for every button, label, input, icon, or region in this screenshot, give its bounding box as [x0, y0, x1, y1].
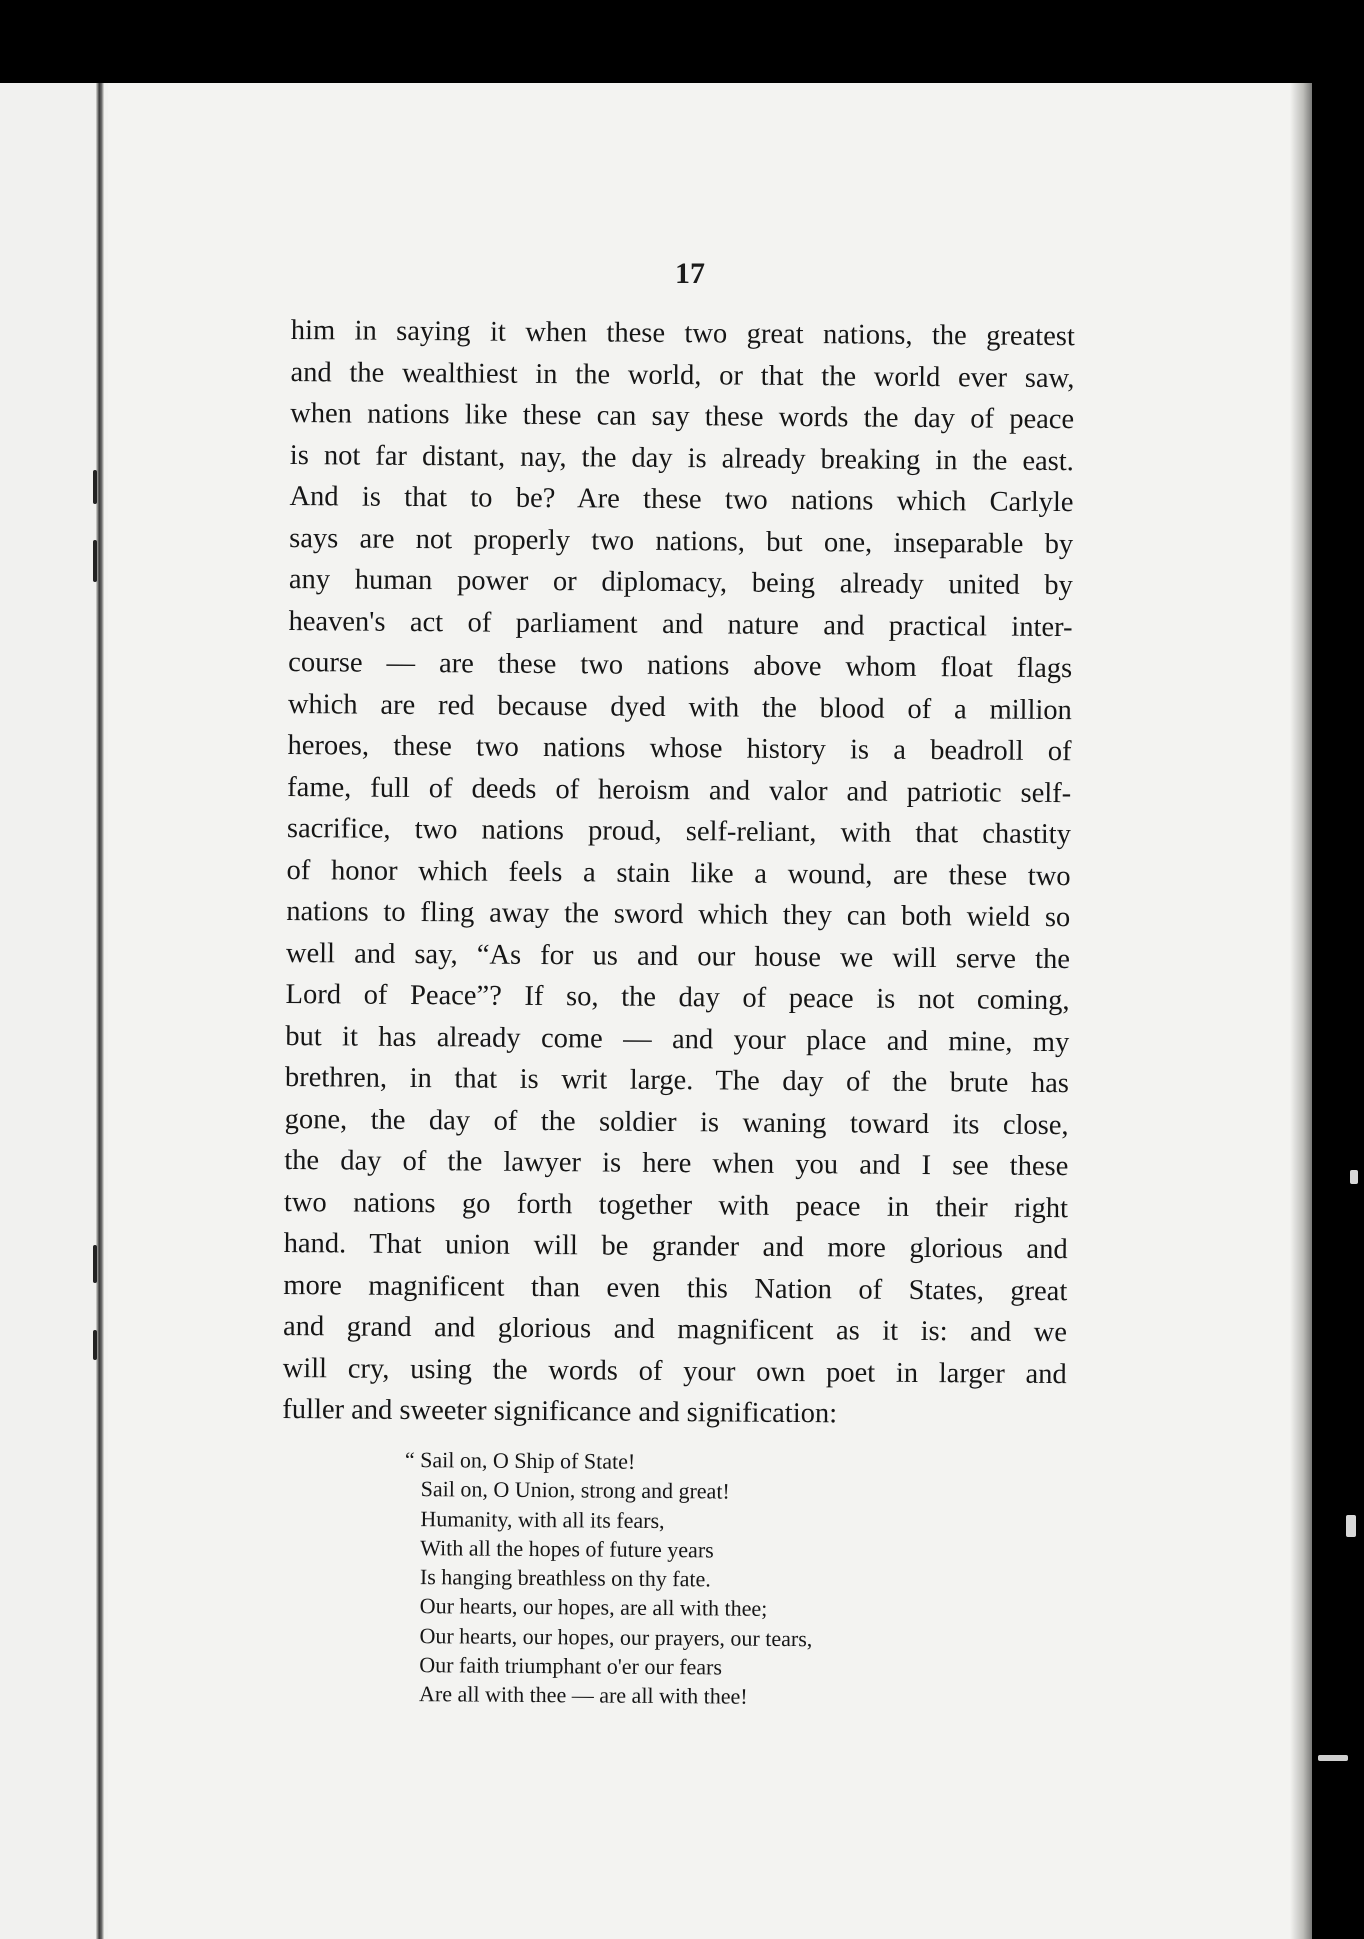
- text-line: fame, full of deeds of heroism and valor and patriotic self-: [287, 771, 1072, 809]
- poem-line: With all the hopes of future years: [420, 1535, 714, 1563]
- scan-mark: [93, 470, 97, 504]
- body-text: [282, 310, 1075, 1437]
- text-line: but it has already come — and your place and mine, my: [285, 1020, 1070, 1058]
- text-line: when nations like these can say these words the day of peace: [290, 397, 1075, 436]
- poem-quotation: [403, 1445, 965, 1713]
- poem-line: Our faith triumphant o'er our fears: [419, 1652, 723, 1680]
- text-line: of honor which feels a stain like a wound, are these two: [286, 854, 1071, 892]
- page-gutter: [96, 83, 104, 1939]
- poem-line: Are all with thee — are all with thee!: [418, 1681, 748, 1710]
- text-line: and the wealthiest in the world, or that the world ever saw,: [290, 356, 1075, 394]
- text-line: the day of the lawyer is here when you and I see these: [284, 1144, 1069, 1183]
- poem-line: Our hearts, our hopes, are all with thee;: [419, 1593, 768, 1622]
- text-line: fuller and sweeter significance and signification:: [282, 1393, 838, 1430]
- text-line: will cry, using the words of your own poet in larger and: [282, 1352, 1067, 1390]
- text-line: gone, the day of the soldier is waning toward its close,: [284, 1103, 1069, 1141]
- poem-line: Humanity, with all its fears,: [420, 1505, 665, 1533]
- scan-mark: [93, 1330, 97, 1360]
- text-line: him in saying it when these two great nations, the greatest: [290, 314, 1075, 353]
- text-line: is not far distant, nay, the day is already breaking in the east.: [289, 439, 1074, 477]
- previous-page-edge: [0, 83, 108, 1939]
- text-line: more magnificent than even this Nation of States, great: [283, 1269, 1068, 1307]
- text-line: which are red because dyed with the blood of a million: [287, 688, 1073, 726]
- poem-line: “ Sail on, O Ship of State!: [404, 1446, 636, 1474]
- text-line: hand. That union will be grander and more glorious and: [283, 1227, 1068, 1266]
- text-line: heaven's act of parliament and nature and practical inter-: [288, 605, 1073, 643]
- text-line: well and say, “As for us and our house we will serve the: [285, 937, 1071, 975]
- text-line: two nations go forth together with peace in their right: [283, 1186, 1069, 1224]
- page-number: 17: [675, 257, 705, 290]
- text-line: And is that to be? Are these two nations which Carlyle: [289, 480, 1074, 519]
- text-line: nations to fling away the sword which they can both wield so: [286, 895, 1071, 934]
- poem-line: Sail on, O Union, strong and great!: [420, 1476, 730, 1504]
- poem-line: Our hearts, our hopes, our prayers, our tears,: [419, 1622, 813, 1651]
- text-line: brethren, in that is writ large. The day of the brute has: [284, 1061, 1070, 1100]
- scan-mark: [1346, 1515, 1356, 1537]
- text-line: says are not properly two nations, but one, inseparable by: [289, 522, 1074, 560]
- text-line: course — are these two nations above whom float flags: [288, 646, 1073, 685]
- text-line: sacrifice, two nations proud, self-reliant, with that chastity: [286, 812, 1072, 851]
- text-line: Lord of Peace”? If so, the day of peace is not coming,: [285, 978, 1070, 1017]
- poem-line: Is hanging breathless on thy fate.: [419, 1564, 711, 1592]
- page-edge-shadow: [1290, 83, 1312, 1939]
- scan-mark: [93, 540, 97, 582]
- text-line: any human power or diplomacy, being already united by: [288, 563, 1073, 602]
- scan-mark: [1350, 1170, 1358, 1184]
- scan-mark: [93, 1245, 97, 1283]
- text-line: heroes, these two nations whose history is a beadroll of: [287, 729, 1072, 768]
- scan-mark: [1318, 1755, 1348, 1761]
- text-line: and grand and glorious and magnificent as it is: and we: [282, 1310, 1068, 1349]
